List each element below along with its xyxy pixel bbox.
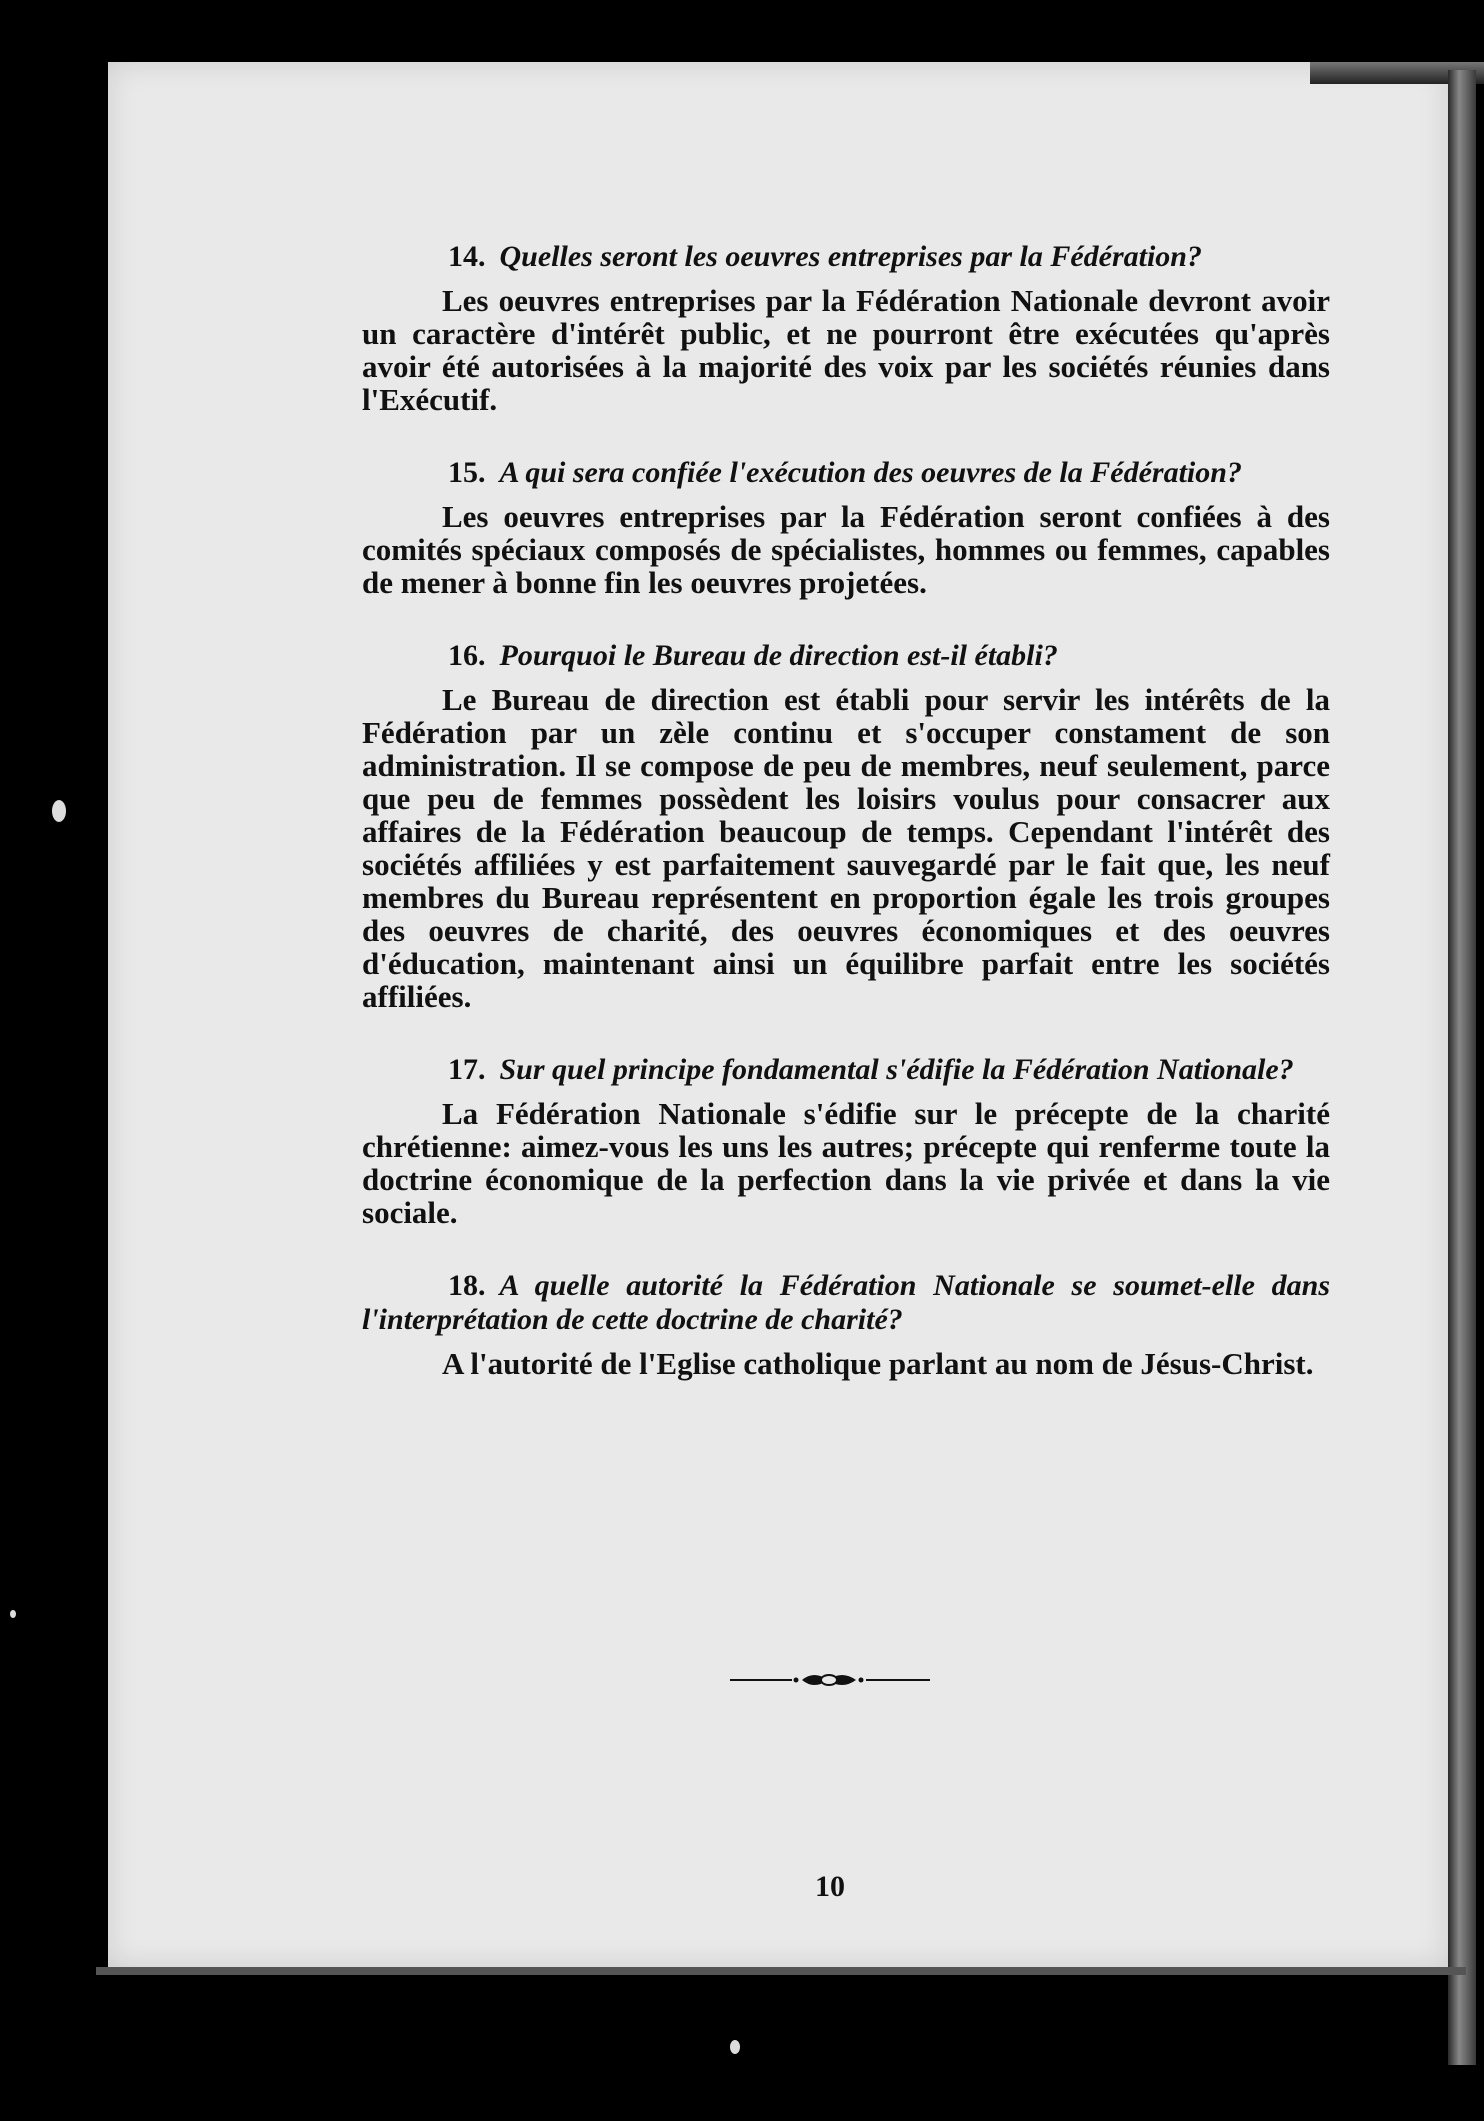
- question-text: Pourquoi le Bureau de direction est-il établi?: [499, 639, 1058, 672]
- question-number: 14.: [448, 240, 486, 273]
- question-number: 17.: [448, 1053, 486, 1086]
- question-heading: [362, 240, 1330, 274]
- section-18: [362, 1269, 1330, 1380]
- question-number: 16.: [448, 639, 486, 672]
- answer-paragraph: A l'autorité de l'Eglise catholique parlant au nom de Jésus-Christ.: [442, 1346, 1314, 1381]
- page-edge-bottom: [96, 1967, 1466, 1975]
- section-15: [362, 456, 1330, 599]
- scan-speck: [52, 800, 66, 822]
- question-text: Sur quel principe fondamental s'édifie la Fédération Nationale?: [499, 1053, 1294, 1086]
- page-edge-right: [1448, 70, 1476, 2065]
- question-text: A quelle autorité la Fédération Nationale se soumet-elle dans l'interprétation de cette doctrine de charité?: [362, 1269, 1330, 1336]
- section-16: [362, 639, 1330, 1013]
- scan-speck: [730, 2040, 740, 2054]
- scan-speck: [10, 1610, 16, 1618]
- page-number: 10: [815, 1870, 845, 1903]
- answer-paragraph: Le Bureau de direction est établi pour servir les intérêts de la Fédération par un zèle continu et s'occuper constament de son administration. Il se compose de peu de membres, neuf seulement, parce que peu de femmes possèdent les loisirs voulus pour consacrer aux affaires de la Fédération beaucoup de temps. Cependant l'intérêt des sociétés affiliées y est parfaitement sauvegardé par le fait que, les neuf membres du Bureau représentent en proportion égale les trois groupes des oeuvres de charité, des oeuvres économiques et des oeuvres d'éducation, maintenant ainsi un équilibre parfait entre les sociétés affiliées.: [362, 682, 1330, 1014]
- question-number: 15.: [448, 456, 486, 489]
- answer-paragraph: Les oeuvres entreprises par la Fédération Nationale devront avoir un caractère d'intérêt public, et ne pourront être exécutées qu'après avoir été autorisées à la majorité des voix par les sociétés réunies dans l'Exécutif.: [362, 283, 1330, 417]
- section-14: [362, 240, 1330, 416]
- answer-paragraph: Les oeuvres entreprises par la Fédération seront confiées à des comités spéciaux composés de spécialistes, hommes ou femmes, capables de mener à bonne fin les oeuvres projetées.: [362, 499, 1330, 600]
- question-text: Quelles seront les oeuvres entreprises par la Fédération?: [499, 240, 1202, 273]
- section-17: [362, 1053, 1330, 1229]
- ornament-divider-icon: [730, 1668, 930, 1692]
- question-text: A qui sera confiée l'exécution des oeuvres de la Fédération?: [499, 456, 1242, 489]
- question-heading: [362, 456, 1330, 490]
- document-body: [362, 240, 1330, 1420]
- question-heading: [362, 639, 1330, 673]
- answer-paragraph: La Fédération Nationale s'édifie sur le précepte de la charité chrétienne: aimez-vous les uns les autres; précepte qui renferme toute la doctrine économique de la perfection dans la vie privée et dans la vie sociale.: [362, 1096, 1330, 1230]
- question-heading: [362, 1053, 1330, 1087]
- question-number: 18.: [448, 1269, 486, 1302]
- question-heading: [362, 1269, 1330, 1337]
